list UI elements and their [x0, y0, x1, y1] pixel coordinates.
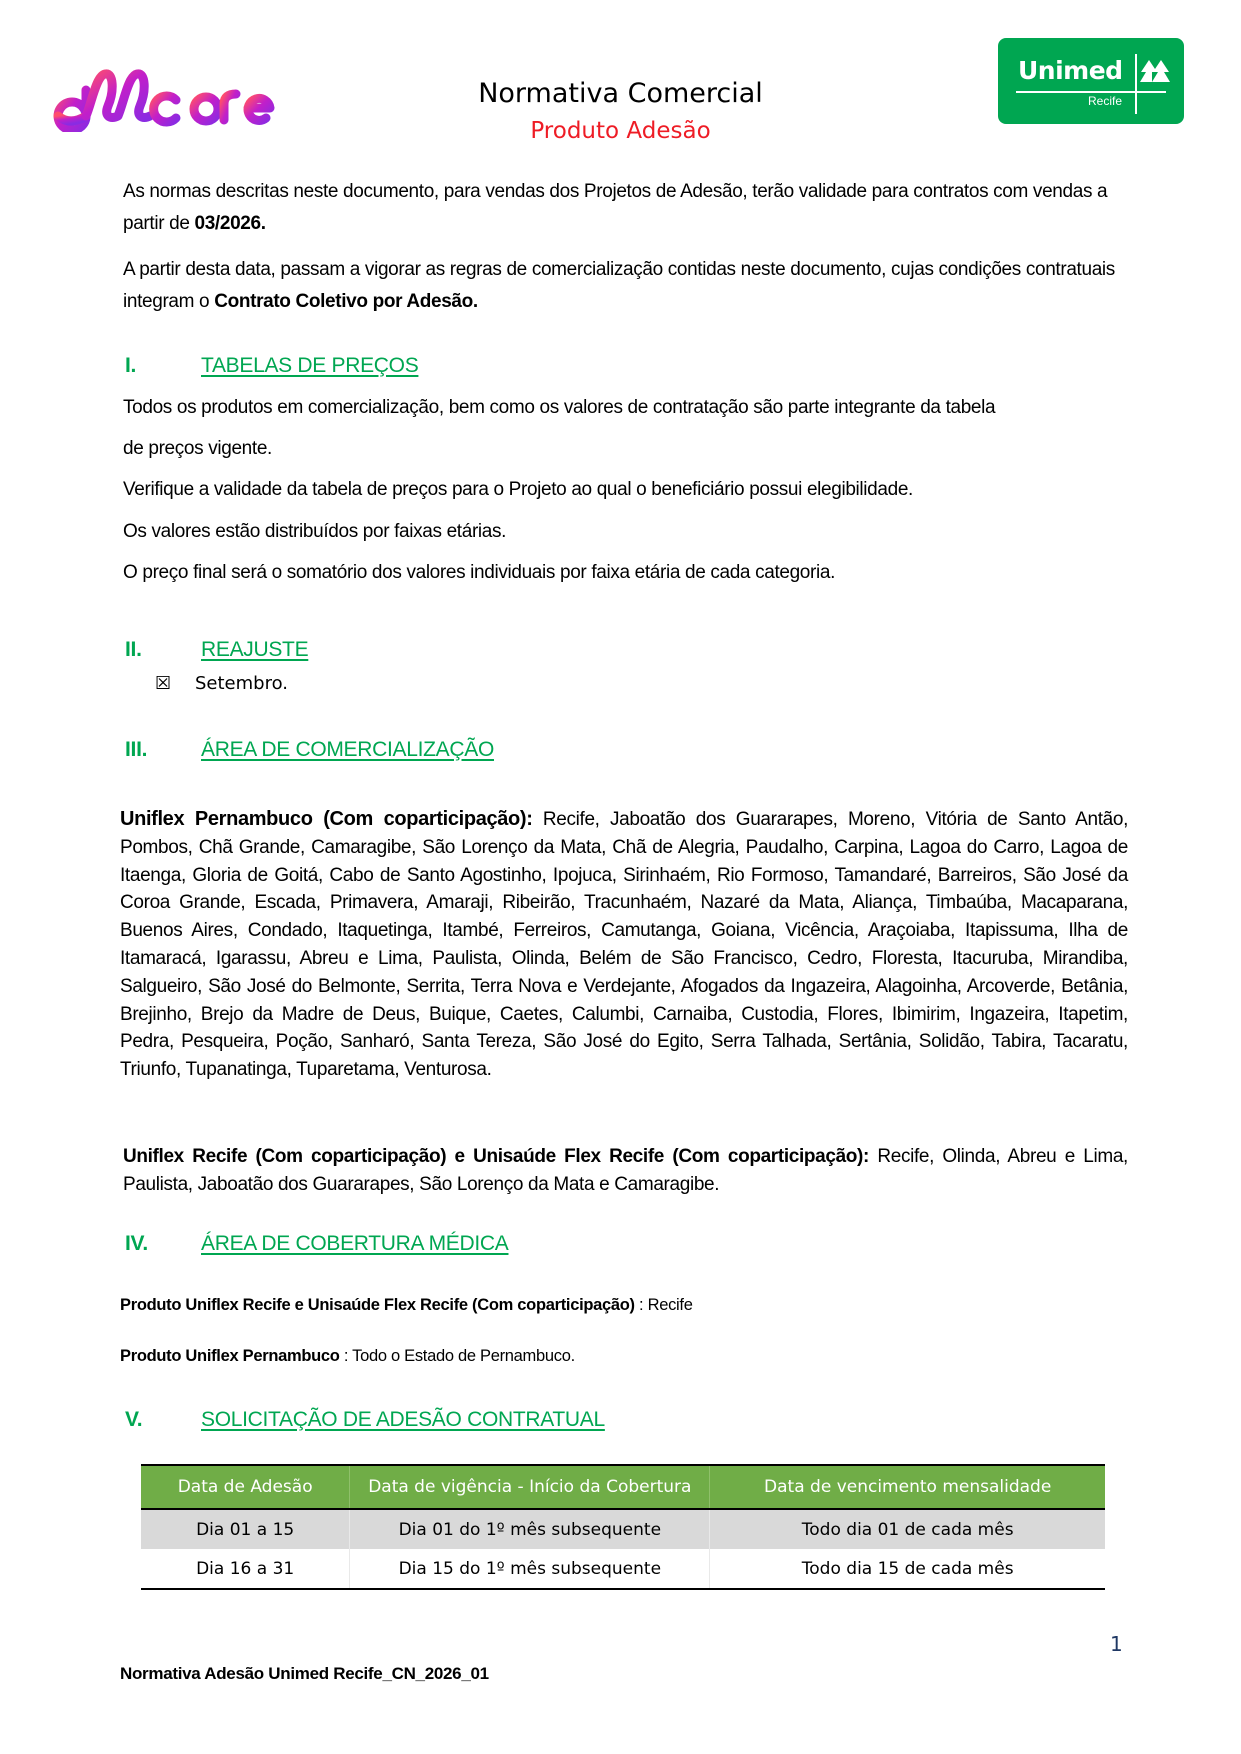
footer-doc-code: Normativa Adesão Unimed Recife_CN_2026_01: [120, 1664, 489, 1683]
table-row: [141, 1509, 1105, 1549]
page-number: 1: [1110, 1632, 1123, 1656]
unimed-logo-sub: Recife: [1088, 94, 1123, 108]
section-heading-3: III. ÁREA DE COMERCIALIZAÇÃO: [125, 738, 494, 761]
s1-paragraph: Verifique a validade da tabela de preços para o Projeto ao qual o beneficiário possui elegibilidade.: [123, 479, 913, 500]
s1-paragraph: Todos os produtos em comercialização, bem como os valores de contratação são parte integrante da tabela: [123, 397, 996, 418]
checkbox-crossed-icon: ☒: [155, 673, 172, 694]
product-label: Uniflex Recife (Com coparticipação) e Unisaúde Flex Recife (Com coparticipação):: [123, 1146, 870, 1167]
reajuste-item: ☒ Setembro.: [155, 673, 289, 694]
intro-paragraph-1: As normas descritas neste documento, para vendas dos Projetos de Adesão, terão validade para contratos com vendas a partir de 03/2026.: [123, 181, 1108, 234]
table-cell: Dia 01 a 15: [141, 1509, 350, 1549]
validity-date: 03/2026.: [194, 213, 266, 234]
table-header-row: [141, 1465, 1105, 1509]
commercial-area-pernambuco: Uniflex Pernambuco (Com coparticipação): Recife, Jaboatão dos Guararapes, Moreno, Vitória de Santo Antão, Pombos, Chã Grande, Camaragibe, São Lorenço da Mata, Chã de Alegria, Paudalho, Carpina, Lagoa do Carro, Lagoa de Itaenga, Gloria de Goitá, Cabo de Santo Agostinho, Ipojuca, Sirinhaém, Rio Formoso, Tamandaré, Barreiros, São José da Coroa Grande, Escada, Primavera, Amaraji, Ribeirão, Tracunhaém, Nazaré da Mata, Aliança, Timbaúba, Macaparana, Buenos Aires, Condado, Itaquetinga, Itambé, Ferreiros, Camutanga, Goiana, Vicência, Araçoiaba, Itapissuma, Ilha de Itamaracá, Igarassu, Abreu e Lima, Paulista, Olinda, Belém de São Francisco, Cedro, Floresta, Itacuruba, Mirandiba, Salgueiro, São José do Belmonte, Serrita, Terra Nova e Verdejante, Afogados da Ingazeira, Alagoinha, Arcoverde, Betânia, Brejinho, Brejo da Madre de Deus, Buique, Caetes, Calumbi, Carnaiba, Custodia, Flores, Ibimirim, Ingazeira, Itapetim, Pedra, Pesqueira, Poção, Sanharó, Santa Tereza, São José do Egito, Serra Talhada, Sertânia, Solidão, Tabira, Tacaratu, Triunfo, Tupanatinga, Tuparetama, Venturosa.: [120, 808, 1128, 1081]
adhesion-schedule-table: [141, 1464, 1105, 1590]
table-cell: Dia 15 do 1º mês subsequente: [350, 1549, 710, 1589]
section-heading-5: V. SOLICITAÇÃO DE ADESÃO CONTRATUAL: [125, 1408, 605, 1431]
column-header: Data de Adesão: [141, 1465, 350, 1509]
table-cell: Todo dia 01 de cada mês: [710, 1509, 1105, 1549]
column-header: Data de vigência - Início da Cobertura: [350, 1465, 710, 1509]
s1-paragraph: Os valores estão distribuídos por faixas etárias.: [123, 521, 507, 542]
document-title: Normativa Comercial: [478, 78, 763, 109]
table-cell: Todo dia 15 de cada mês: [710, 1549, 1105, 1589]
product-label: Uniflex Pernambuco (Com coparticipação):: [120, 808, 533, 830]
table-cell: Dia 01 do 1º mês subsequente: [350, 1509, 710, 1549]
table-cell: Dia 16 a 31: [141, 1549, 350, 1589]
s1-paragraph: O preço final será o somatório dos valores individuais por faixa etária de cada categoria.: [123, 562, 836, 583]
intro-paragraph-2: A partir desta data, passam a vigorar as regras de comercialização contidas neste documento, cujas condições contratuais integram o Contrato Coletivo por Adesão.: [123, 259, 1115, 312]
coverage-pernambuco: Produto Uniflex Pernambuco : Todo o Estado de Pernambuco.: [120, 1347, 575, 1365]
section-heading-1: I. TABELAS DE PREÇOS: [125, 354, 419, 377]
s1-paragraph: de preços vigente.: [123, 438, 272, 459]
coverage-recife: Produto Uniflex Recife e Unisaúde Flex Recife (Com coparticipação) : Recife: [120, 1296, 693, 1314]
column-header: Data de vencimento mensalidade: [710, 1465, 1105, 1509]
commercial-area-recife: Uniflex Recife (Com coparticipação) e Unisaúde Flex Recife (Com coparticipação): Recife, Olinda, Abreu e Lima, Paulista, Jaboatão dos Guararapes, São Lorenço da Mata e Camaragibe.: [123, 1146, 1128, 1195]
table-row: [141, 1549, 1105, 1589]
section-heading-2: II. REAJUSTE: [125, 638, 309, 661]
section-heading-4: IV. ÁREA DE COBERTURA MÉDICA: [125, 1232, 509, 1255]
contract-name: Contrato Coletivo por Adesão.: [214, 291, 478, 312]
document-subtitle: Produto Adesão: [530, 118, 711, 144]
unimed-logo-word: Unimed: [1018, 56, 1123, 85]
